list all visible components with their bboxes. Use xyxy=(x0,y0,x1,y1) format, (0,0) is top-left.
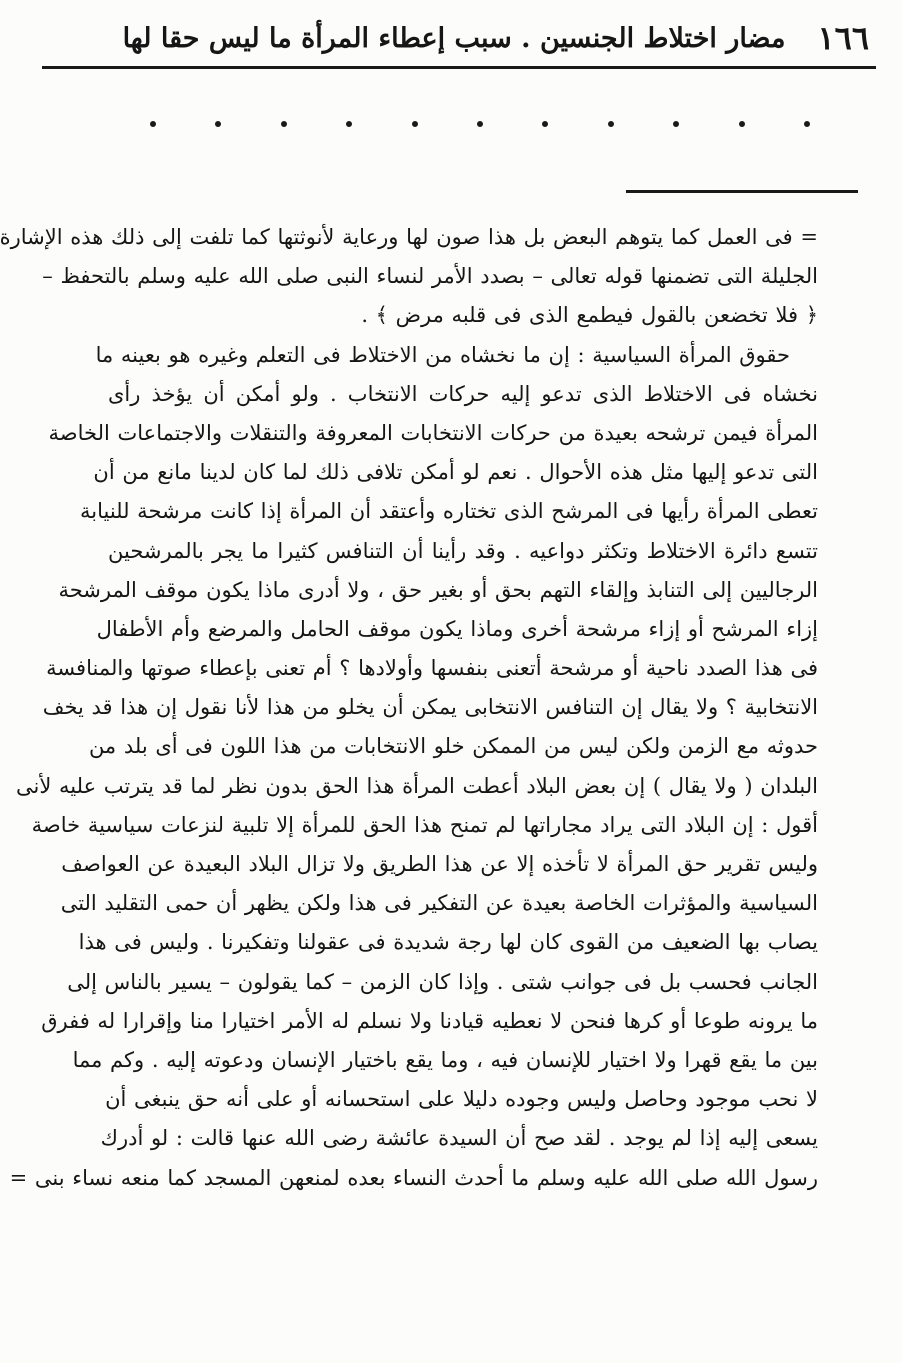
text-line: البلدان ( ولا يقال ) إن بعض البلاد أعطت المرأة هذا الحق بدون نظر لما قد يترتب عليه لأنى xyxy=(16,773,818,798)
text-line: إزاء المرشح أو إزاء مرشحة أخرى وماذا يكون موقف الحامل والمرضع وأم الأطفال xyxy=(96,616,818,641)
omission-dot xyxy=(542,121,548,127)
text-line: المرأة فيمن ترشحه بعيدة من حركات الانتخابات المعروفة والتنقلات والاجتماعات الخاصة xyxy=(48,420,818,445)
omission-dot xyxy=(673,121,679,127)
text-line: يسعى إليه إذا لم يوجد . لقد صح أن السيدة عائشة رضى الله عنها قالت : لو أدرك xyxy=(100,1126,818,1151)
omission-dot xyxy=(215,121,221,127)
text-line: الجانب فحسب بل فى جوانب شتى . وإذا كان الزمن – كما يقولون – يسير بالناس إلى xyxy=(67,969,818,994)
text-line: أقول : إن البلاد التى يراد مجاراتها لم تمنح هذا الحق للمرأة إلا تلبية لنزعات سياسية خاصة xyxy=(31,812,818,837)
text-line: بين ما يقع قهرا ولا اختيار للإنسان فيه ، وما يقع باختيار الإنسان ودعوته إليه . وكم مما xyxy=(72,1047,818,1072)
text-line: فى هذا الصدد ناحية أو مرشحة أتعنى بنفسها وأولادها ؟ أم تعنى بإعطاء صوتها والمنافسة xyxy=(46,656,818,681)
text-line: تتسع دائرة الاختلاط وتكثر دواعيه . وقد رأينا أن التنافس كثيرا ما يجر بالمرشحين xyxy=(108,538,818,563)
text-line: ﴿ فلا تخضعن بالقول فيطمع الذى فى قلبه مرض ﴾ . xyxy=(361,303,818,328)
page-header xyxy=(40,16,875,60)
omission-dot xyxy=(346,121,352,127)
text-line: رسول الله صلى الله عليه وسلم ما أحدث النساء بعده لمنعهن المسجد كما منعه نساء بنى = xyxy=(9,1165,818,1190)
text-line: التى تدعو إليها مثل هذه الأحوال . نعم لو أمكن تلافى ذلك لما كان لدينا مانع من أن xyxy=(93,460,818,485)
section-heading-line: حقوق المرأة السياسية : إن ما نخشاه من الاختلاط فى التعلم وغيره هو بعينه ما xyxy=(95,342,790,367)
running-title: مضار اختلاط الجنسين . سبب إعطاء المرأة ما ليس حقا لها xyxy=(122,22,786,54)
omission-dot xyxy=(281,121,287,127)
page-number: ١٦٦ xyxy=(817,19,869,57)
text-line: وليس تقرير حق المرأة لا تأخذه إلا عن هذا الطريق ولا تزال البلاد البعيدة عن العواصف xyxy=(61,852,818,876)
omission-dot xyxy=(150,121,156,127)
text-line: الانتخابية ؟ ولا يقال إن التنافس الانتخابى يمكن أن يخلو من هذا لأنا نقول إن هذا قد يخف xyxy=(42,695,818,720)
text-line: لا نحب موجود وحاصل وليس وجوده دليلا على استحسانه أو على أنه حق ينبغى أن xyxy=(105,1087,818,1112)
text-line: يصاب بها الضعيف من القوى كان لها رجة شديدة فى عقولنا وتفكيرنا . وليس فى هذا xyxy=(78,930,818,955)
omission-dot xyxy=(739,121,745,127)
text-line: ما يرونه طوعا أو كرها فنحن لا نعطيه قيادنا ولا نسلم له الأمر اختيارا منا وإقرارا له ففرق xyxy=(41,1008,818,1033)
text-line: الرجاليين إلى التنابذ وإلقاء التهم بحق أو بغير حق ، ولا أدرى ماذا يكون موقف المرشحة xyxy=(58,577,818,602)
body-text xyxy=(0,218,818,1198)
text-line: = فى العمل كما يتوهم البعض بل هذا صون لها ورعاية لأنوثتها كما تلفت إلى ذلك هذه الإشارة xyxy=(0,225,818,249)
header-rule xyxy=(42,66,876,69)
omission-dot xyxy=(477,121,483,127)
omission-dot xyxy=(412,121,418,127)
text-line: حدوثه مع الزمن ولكن ليس من الممكن خلو الانتخابات من هذا اللون فى أى بلد من xyxy=(88,734,818,759)
text-line: تعطى المرأة رأيها فى المرشح الذى تختاره وأعتقد أن المرأة إذا كانت مرشحة للنيابة xyxy=(79,499,818,524)
omission-dot xyxy=(804,121,810,127)
text-line: نخشاه فى الاختلاط الذى تدعو إليه حركات الانتخاب . ولو أمكن أن يؤخذ رأى xyxy=(108,381,818,406)
text-line: السياسية والمؤثرات الخاصة بعيدة عن التفكير فى هذا ولكن يظهر أن حمى التقليد التى xyxy=(60,891,818,916)
omission-dots xyxy=(150,112,810,136)
footnote-rule xyxy=(626,190,858,193)
text-line: الجليلة التى تضمنها قوله تعالى – بصدد الأمر لنساء النبى صلى الله عليه وسلم بالتحفظ – xyxy=(42,264,818,289)
omission-dot xyxy=(608,121,614,127)
